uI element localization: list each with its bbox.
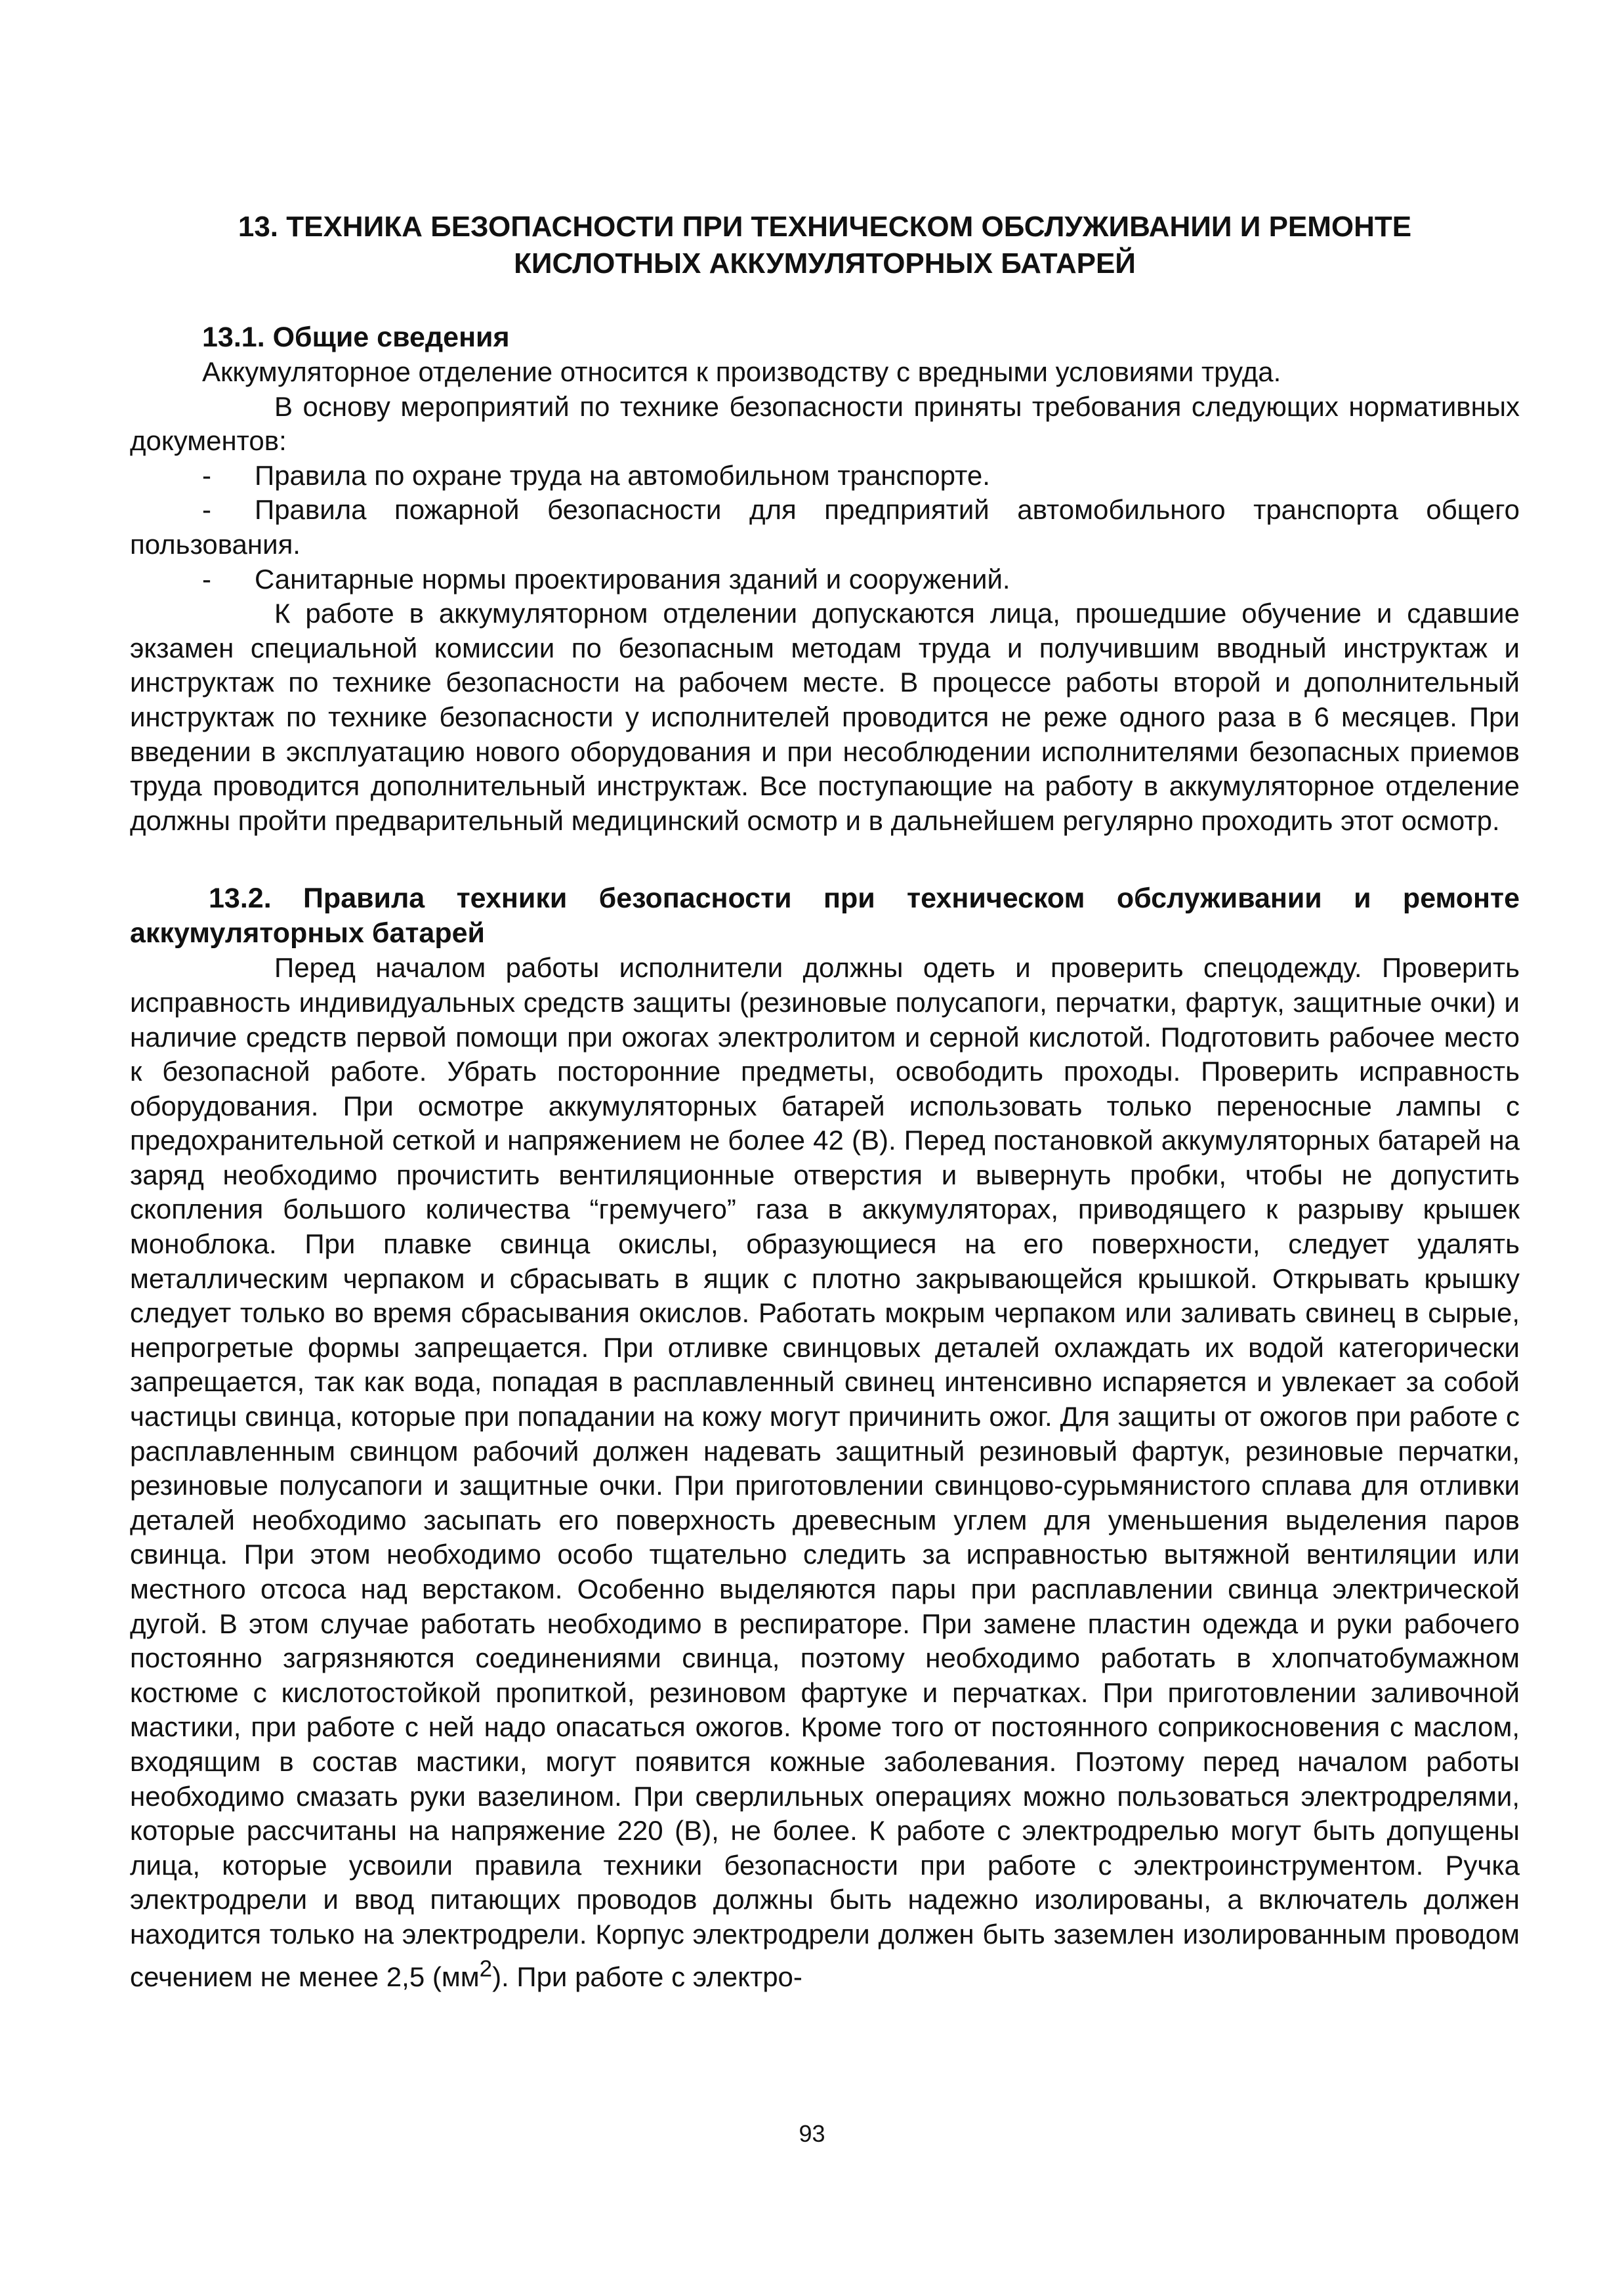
list-item-text: Правила пожарной безопасности для предприятий автомобильного транспорта общего пользования. [130,494,1520,560]
rules-body-tail: ). При работе с электро- [492,1961,802,1992]
list-item [130,562,1520,597]
chapter-title-line-2: КИСЛОТНЫХ АККУМУЛЯТОРНЫХ БАТАРЕЙ [514,247,1136,280]
page-number: 93 [799,2120,825,2147]
paragraph-intro: Аккумуляторное отделение относится к производству с вредными условиями труда. [202,356,1281,387]
documents-list [130,459,1520,596]
list-item-text: Правила по охране труда на автомобильном транспорте. [255,459,990,491]
list-item [130,493,1520,562]
list-dash: - [202,563,211,595]
section-heading-general: 13.1. Общие сведения [202,322,510,353]
paragraph-basis: В основу мероприятий по технике безопасности приняты требования следующих нормативных документов: [130,390,1520,457]
list-dash: - [202,494,211,526]
section-heading-rules: 13.2. Правила техники безопасности при техническом обслуживании и ремонте аккумуляторных батарей [130,883,1520,950]
chapter-title [130,209,1520,282]
paragraph-rules-body [130,951,1520,1994]
list-item-text: Санитарные нормы проектирования зданий и сооружений. [255,563,1010,595]
chapter-title-line-1: 13. ТЕХНИКА БЕЗОПАСНОСТИ ПРИ ТЕХНИЧЕСКОМ ОБСЛУЖИВАНИИ И РЕМОНТЕ [238,211,1412,243]
superscript-2: 2 [479,1955,493,1982]
rules-body-text: Перед началом работы исполнители должны одеть и проверить спецодежду. Проверить исправность индивидуальных средств защиты (резиновые полусапоги, перчатки, фартук, защитные очки) и наличие средств первой помощи при ожогах электролитом и серной кислотой. Подготовить рабочее место к безопасной работе. Убрать посторонние предметы, освободить проходы. Проверить исправность оборудования. При осмотре аккумуляторных батарей использовать только переносные лампы с предохранительной сеткой и напряжением не более 42 (В). Перед постановкой аккумуляторных батарей на заряд необходимо прочистить вентиляционные отверстия и вывернуть пробки, чтобы не допустить скопления большого количества “гремучего” газа в аккумуляторах, приводящего к разрыву крышек моноблока. При плавке свинца окислы, образующиеся на его поверхности, следует удалять металлическим черпаком и сбрасывать в ящик с плотно закрывающейся крышкой. Открывать крышку следует только во время сбрасывания окислов. Работать мокрым черпаком или заливать свинец в сырые, непрогретые формы запрещается. При отливке свинцовых деталей охлаждать их водой категорически запрещается, так как вода, попадая в расплавленный свинец интенсивно испаряется и увлекает за собой частицы свинца, которые при попадании на кожу могут причинить ожог. Для защиты от ожогов при работе с расплавленным свинцом рабочий должен надевать защитный резиновый фартук, резиновые перчатки, резиновые полусапоги и защитные очки. При приготовлении свинцово-сурьмянистого сплава для отливки деталей необходимо засыпать его поверхность древесным углем для уменьшения выделения паров свинца. При этом необходимо особо тщательно следить за исправностью вытяжной вентиляции или местного отсоса над верстаком. Особенно выделяются пары при расплавлении свинца электрической дугой. В этом случае работать необходимо в респираторе. При замене пластин одежда и руки рабочего постоянно загрязняются соединениями свинца, поэтому необходимо работать в хлопчатобумажном костюме с кислотостойкой пропиткой, резиновом фартуке и перчатках. При приготовлении заливочной мастики, при работе с ней надо опасаться ожогов. Кроме того от постоянного соприкосновения с маслом, входящим в состав мастики, могут появится кожные заболевания. Поэтому перед началом работы необходимо смазать руки вазелином. При сверлильных операциях можно пользоваться электродрелями, которые рассчитаны на напряжение 220 (В), не более. К работе с электродрелью могут быть допущены лица, которые усвоили правила техники безопасности при работе с электроинструментом. Ручка электродрели и ввод питающих проводов должны быть надежно изолированы, а включатель должен находится только на электродрели. Корпус электродрели должен быть заземлен изолированным проводом сечением не менее 2,5 (мм [130,952,1520,1992]
list-dash: - [202,459,211,491]
paragraph-admission: К работе в аккумуляторном отделении допускаются лица, прошедшие обучение и сдавшие экзамен специальной комиссии по безопасным методам труда и получившим вводный инструктаж и инструктаж по технике безопасности на рабочем месте. В процессе работы второй и дополнительный инструктаж по технике безопасности у исполнителей проводится не реже одного раза в 6 месяцев. При введении в эксплуатацию нового оборудования и при несоблюдении исполнителями безопасных приемов труда проводится дополнительный инструктаж. Все поступающие на работу в аккумуляторное отделение должны пройти предварительный медицинский осмотр и в дальнейшем регулярно проходить этот осмотр. [130,598,1520,836]
list-item [130,459,1520,493]
page-content [130,209,1520,1994]
